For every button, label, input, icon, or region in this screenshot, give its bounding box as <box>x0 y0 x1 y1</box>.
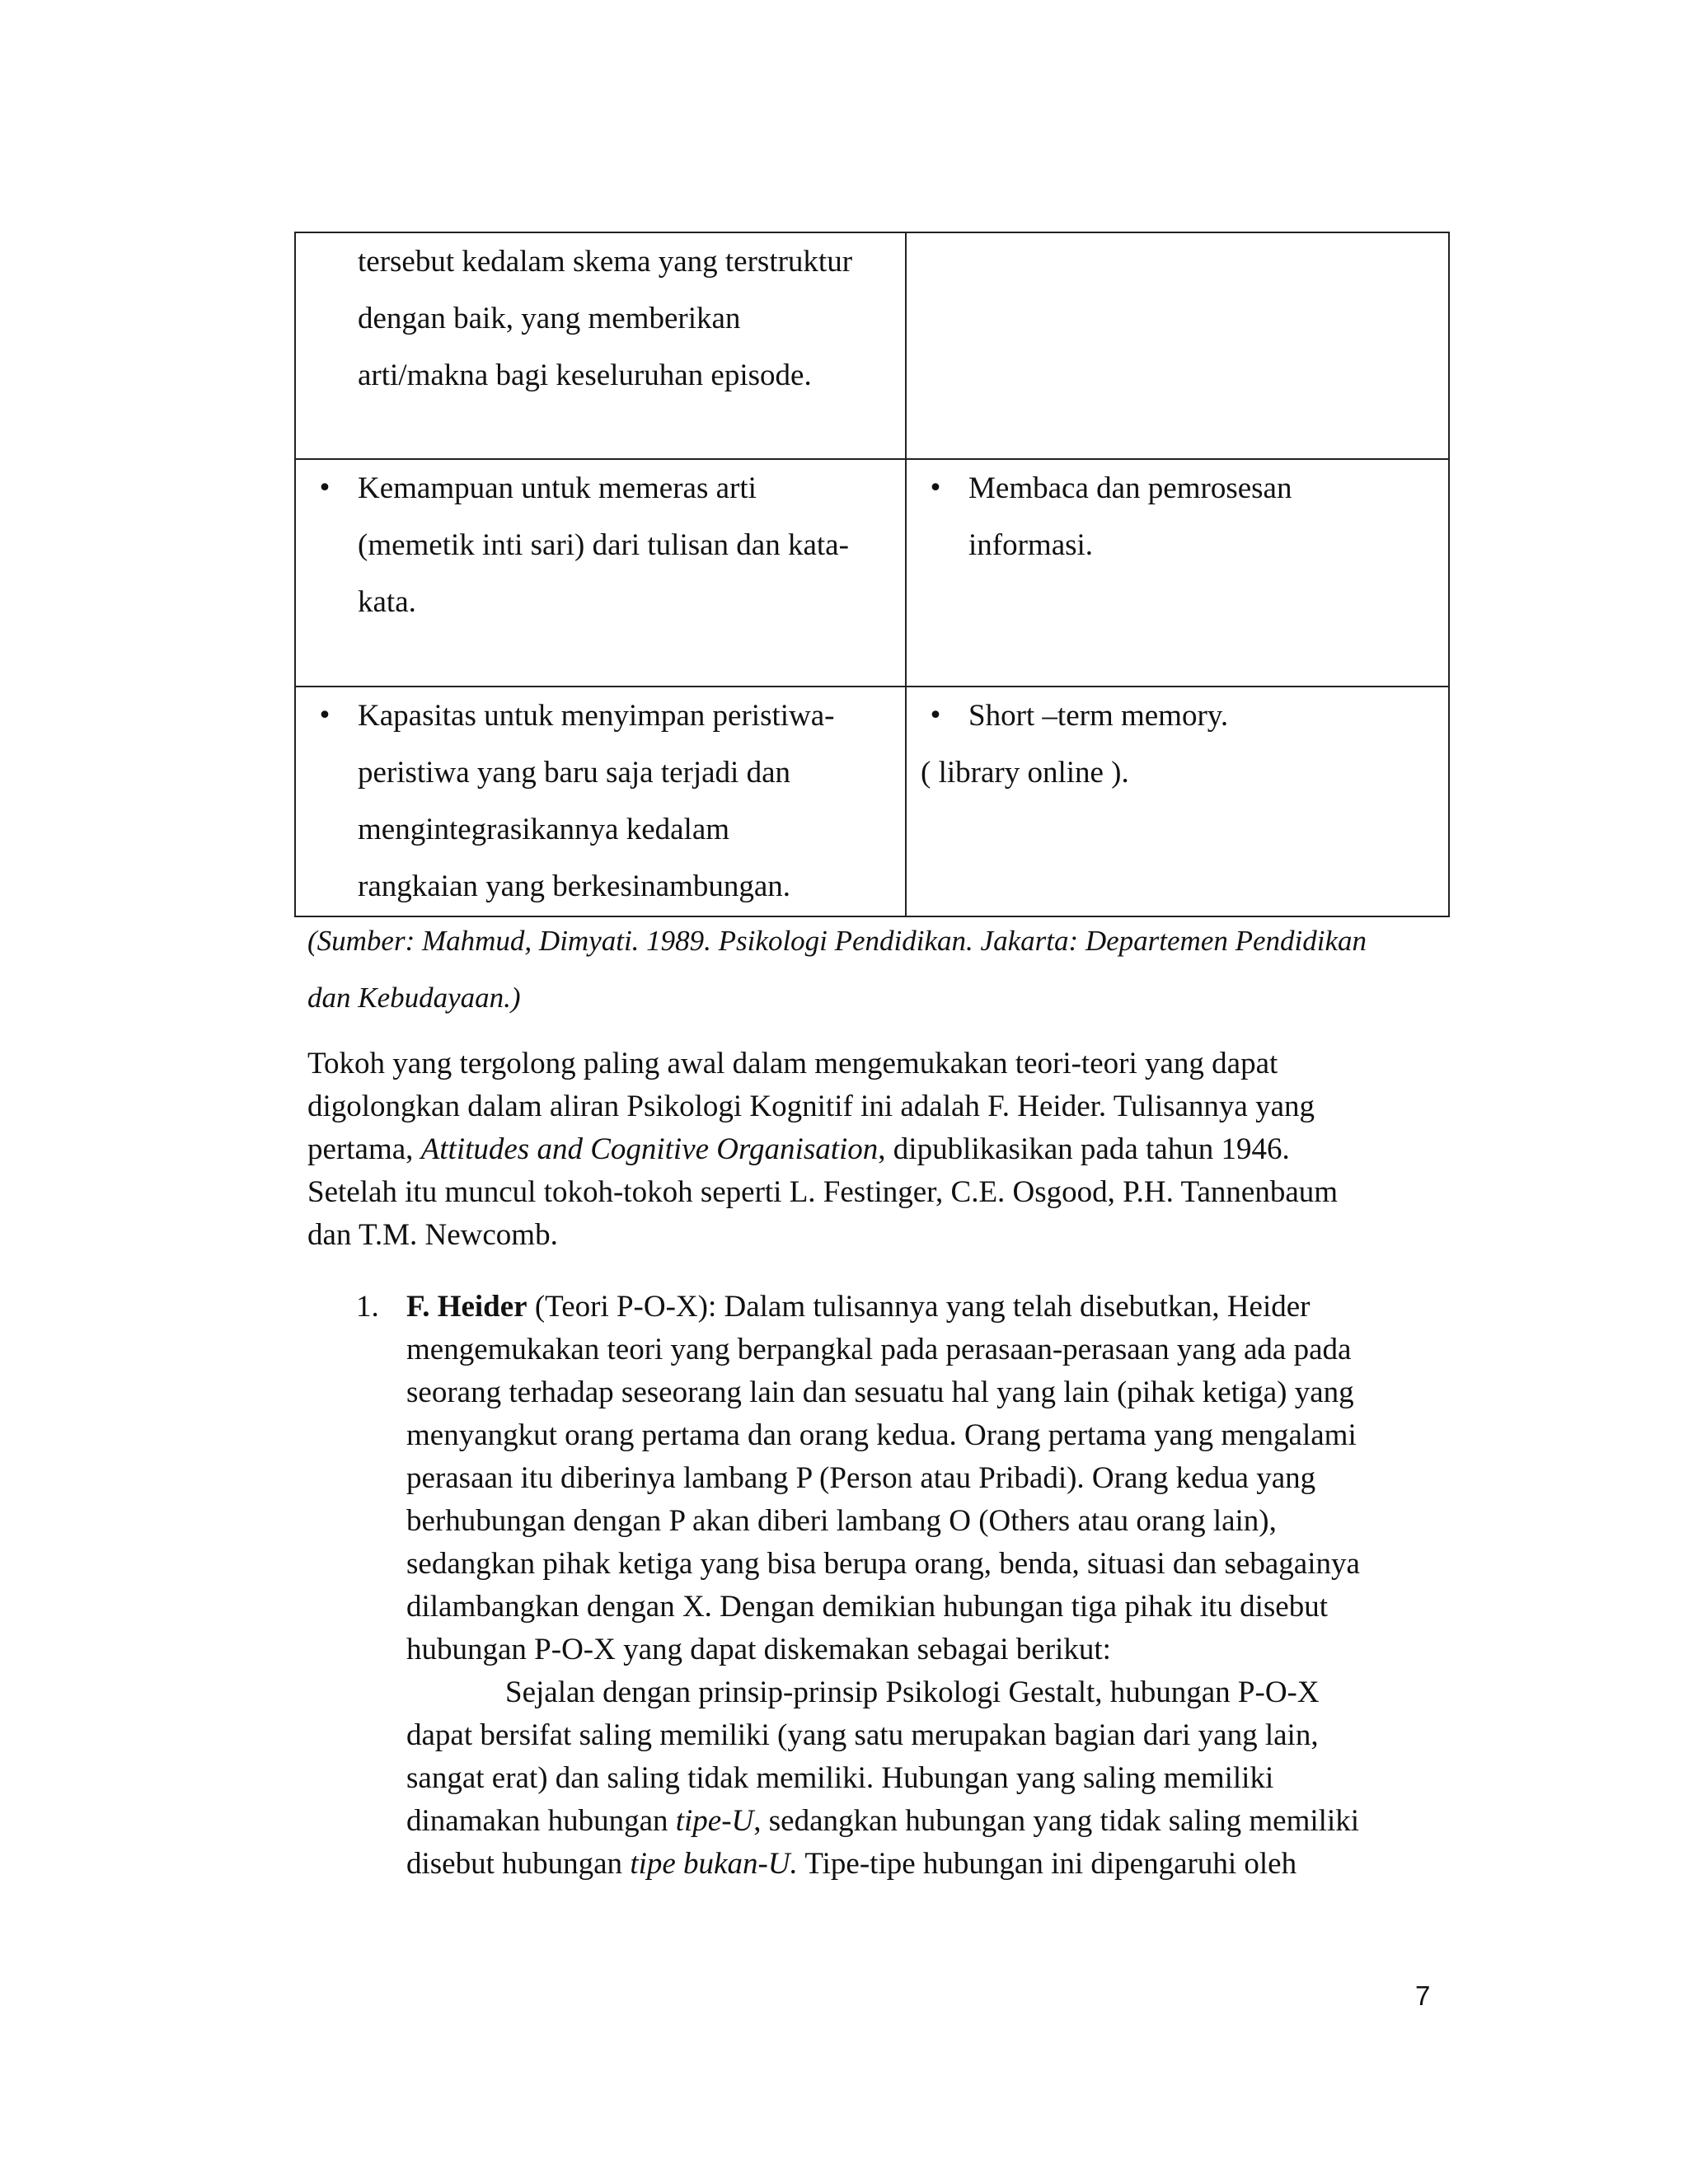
cell-text-line: arti/makna bagi keseluruhan episode. <box>358 359 812 392</box>
cell-text-line: dengan baik, yang memberikan <box>358 302 741 335</box>
list-line: berhubungan dengan P akan diberi lambang O (Others atau orang lain), <box>406 1504 1277 1538</box>
list-line <box>406 1800 1477 1843</box>
cell-text-line: informasi. <box>968 528 1094 562</box>
cell-content <box>907 687 1448 801</box>
cell-text-line: Membaca dan pemrosesan <box>968 471 1292 505</box>
table-row <box>295 232 1449 459</box>
intro-paragraph <box>307 1043 1478 1257</box>
table-cell <box>906 687 1449 916</box>
bullet-icon: • <box>928 474 943 503</box>
table-row <box>295 687 1449 916</box>
comparison-table <box>294 232 1450 917</box>
numbered-list <box>356 1286 1477 1886</box>
table-cell <box>295 232 906 459</box>
list-line: menyangkut orang pertama dan orang kedua. Orang pertama yang mengalami <box>406 1418 1357 1452</box>
text-run: , sedangkan hubungan yang tidak saling memiliki <box>753 1804 1360 1838</box>
table-cell-empty <box>906 232 1449 459</box>
list-item-first-line <box>406 1286 1477 1329</box>
cell-text-line: peristiwa yang baru saja terjadi dan <box>358 756 790 790</box>
cell-text-line: Kemampuan untuk memeras arti <box>358 471 757 505</box>
list-line: sedangkan pihak ketiga yang bisa berupa orang, benda, situasi dan sebagainya <box>406 1547 1360 1581</box>
cell-text-line: kata. <box>358 585 416 619</box>
table-cell <box>295 687 906 916</box>
list-number: 1. <box>356 1290 379 1324</box>
table-source-note <box>307 912 1461 1026</box>
page-number: 7 <box>1415 1980 1431 2011</box>
bullet-icon: • <box>317 474 332 503</box>
bullet-icon: • <box>928 701 943 730</box>
text-run: pertama, <box>307 1132 421 1166</box>
paragraph-line: Setelah itu muncul tokoh-tokoh seperti L. Festinger, C.E. Osgood, P.H. Tannenbaum <box>307 1175 1339 1209</box>
paragraph-line: Tokoh yang tergolong paling awal dalam mengemukakan teori-teori yang dapat <box>307 1047 1278 1080</box>
table-row <box>295 459 1449 687</box>
list-item-heading: F. Heider <box>406 1290 528 1324</box>
paragraph-line: digolongkan dalam aliran Psikologi Kognitif ini adalah F. Heider. Tulisannya yang <box>307 1090 1315 1123</box>
cell-text-line: rangkaian yang berkesinambungan. <box>358 869 791 903</box>
cell-text-line: (memetik inti sari) dari tulisan dan kata- <box>358 528 849 562</box>
cell-content <box>296 687 905 915</box>
list-line: hubungan P-O-X yang dapat diskemakan sebagai berikut: <box>406 1633 1111 1666</box>
source-line: dan Kebudayaan.) <box>307 982 521 1014</box>
text-run: (Teori P-O-X): Dalam tulisannya yang telah disebutkan, Heider <box>527 1290 1311 1324</box>
bullet-icon: • <box>317 701 332 730</box>
text-run: disebut hubungan <box>406 1847 631 1881</box>
cell-content <box>907 460 1448 574</box>
list-line: sangat erat) dan saling tidak memiliki. Hubungan yang saling memiliki <box>406 1761 1274 1795</box>
table-cell <box>295 459 906 687</box>
text-run: dinamakan hubungan <box>406 1804 676 1838</box>
paragraph-line <box>307 1128 1478 1171</box>
source-line: (Sumber: Mahmud, Dimyati. 1989. Psikologi Pendidikan. Jakarta: Departemen Pendidikan <box>307 925 1367 957</box>
cell-content <box>296 233 905 404</box>
cell-text-line: Kapasitas untuk menyimpan peristiwa- <box>358 699 835 733</box>
publication-title: Attitudes and Cognitive Organisation <box>420 1132 879 1166</box>
cell-text-line: Short –term memory. <box>968 699 1229 733</box>
cell-content <box>296 460 905 630</box>
term-tipe-u: tipe-U <box>675 1804 754 1838</box>
list-line: perasaan itu diberinya lambang P (Person atau Pribadi). Orang kedua yang <box>406 1461 1316 1495</box>
list-line: seorang terhadap seseorang lain dan sesuatu hal yang lain (pihak ketiga) yang <box>406 1376 1354 1409</box>
text-run: Tipe-tipe hubungan ini dipengaruhi oleh <box>797 1847 1297 1881</box>
list-item <box>406 1286 1477 1886</box>
list-line <box>406 1843 1477 1886</box>
cell-text-line: tersebut kedalam skema yang terstruktur <box>358 245 853 279</box>
cell-text-line: ( library online ). <box>921 756 1129 790</box>
list-line: dapat bersifat saling memiliki (yang satu merupakan bagian dari yang lain, <box>406 1718 1319 1752</box>
text-run: , dipublikasikan pada tahun 1946. <box>878 1132 1290 1166</box>
term-tipe-bukan-u: tipe bukan-U. <box>630 1847 798 1881</box>
cell-text-line: mengintegrasikannya kedalam <box>358 813 730 846</box>
list-line: dilambangkan dengan X. Dengan demikian hubungan tiga pihak itu disebut <box>406 1590 1328 1624</box>
paragraph-line: dan T.M. Newcomb. <box>307 1218 558 1252</box>
list-line: mengemukakan teori yang berpangkal pada perasaan-perasaan yang ada pada <box>406 1333 1352 1366</box>
list-line: Sejalan dengan prinsip-prinsip Psikologi Gestalt, hubungan P-O-X <box>505 1675 1320 1709</box>
table-cell <box>906 459 1449 687</box>
